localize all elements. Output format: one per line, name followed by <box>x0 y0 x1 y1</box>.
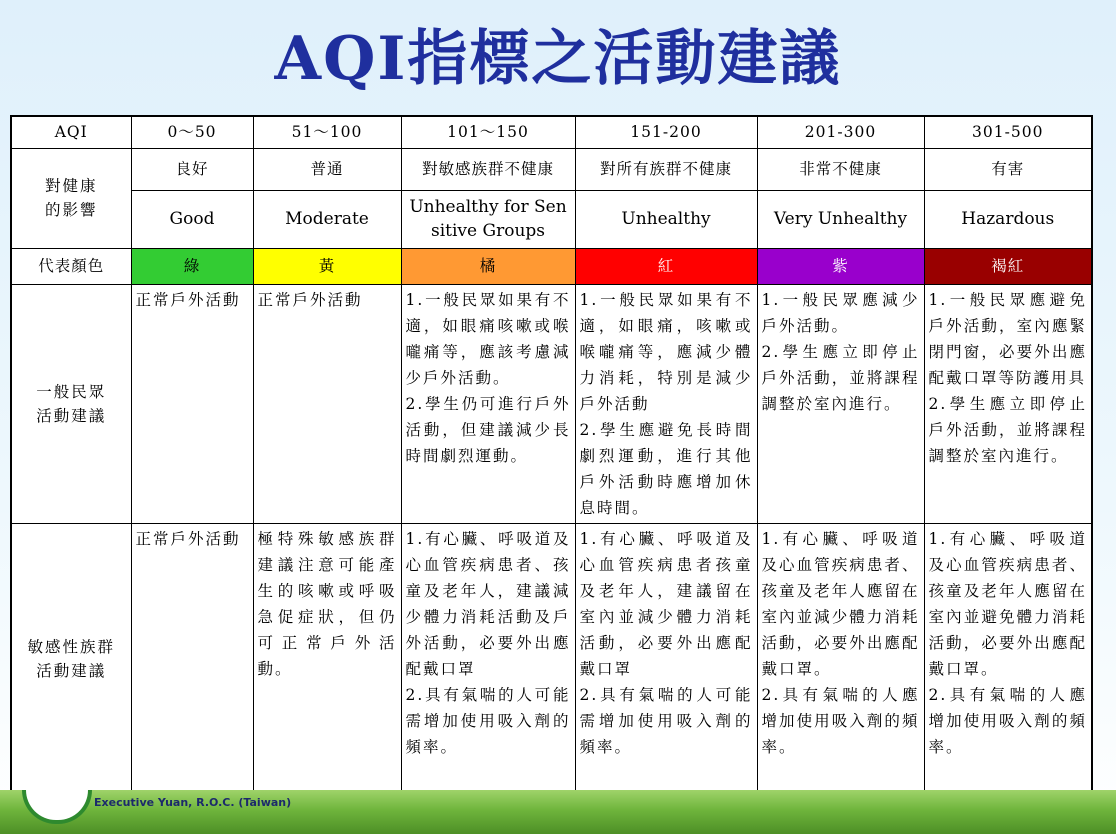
sensitive-advice: 1.有心臟、呼吸道及心血管疾病患者、孩童及老年人應留在室內並避免體力消耗活動，必要外出應配戴口罩。 2.具有氣喘的人應增加使用吸入劑的頻率。 <box>924 523 1092 796</box>
health-en: Good <box>131 190 253 248</box>
health-en-row <box>11 190 1092 248</box>
color-row <box>11 248 1092 284</box>
health-effect-label: 對健康 的影響 <box>11 148 131 248</box>
sensitive-advice: 1.有心臟、呼吸道及心血管疾病患者、孩童及老年人，建議減少體力消耗活動及戶外活動，必要外出應配戴口罩 2.具有氣喘的人可能需增加使用吸入劑的頻率。 <box>401 523 575 796</box>
health-en: Unhealthy for Sensitive Groups <box>401 190 575 248</box>
color-label: 代表顏色 <box>11 248 131 284</box>
color-swatch: 紫 <box>757 248 924 284</box>
health-en: Hazardous <box>924 190 1092 248</box>
color-swatch: 紅 <box>575 248 757 284</box>
aqi-range: 301-500 <box>924 116 1092 148</box>
health-zh: 普通 <box>253 148 401 190</box>
page-title: AQI指標之活動建議 <box>274 24 842 94</box>
aqi-label: AQI <box>11 116 131 148</box>
health-zh-row <box>11 148 1092 190</box>
health-en: Very Unhealthy <box>757 190 924 248</box>
aqi-range: 101～150 <box>401 116 575 148</box>
aqi-range: 51～100 <box>253 116 401 148</box>
health-zh: 非常不健康 <box>757 148 924 190</box>
general-advice: 正常戶外活動 <box>253 284 401 523</box>
sensitive-advice-row <box>11 523 1092 796</box>
general-advice: 正常戶外活動 <box>131 284 253 523</box>
general-advice: 1.一般民眾應避免戶外活動，室內應緊閉門窗，必要外出應配戴口罩等防護用具 2.學生應立即停止戶外活動，並將課程調整於室內進行。 <box>924 284 1092 523</box>
color-swatch: 綠 <box>131 248 253 284</box>
general-advice-label: 一般民眾 活動建議 <box>11 284 131 523</box>
aqi-range-row <box>11 116 1092 148</box>
sensitive-advice: 極特殊敏感族群建議注意可能產生的咳嗽或呼吸急促症狀，但仍可正常戶外活動。 <box>253 523 401 796</box>
color-swatch: 黃 <box>253 248 401 284</box>
sensitive-advice: 1.有心臟、呼吸道及心血管疾病患者孩童及老年人，建議留在室內並減少體力消耗活動，必要外出應配戴口罩 2.具有氣喘的人可能需增加使用吸入劑的頻率。 <box>575 523 757 796</box>
general-advice-row <box>11 284 1092 523</box>
footer-text: Executive Yuan, R.O.C. (Taiwan) <box>94 796 292 809</box>
health-en: Unhealthy <box>575 190 757 248</box>
general-advice: 1.一般民眾應減少戶外活動。 2.學生應立即停止戶外活動，並將課程調整於室內進行。 <box>757 284 924 523</box>
general-advice: 1.一般民眾如果有不適，如眼痛咳嗽或喉嚨痛等，應該考慮減少戶外活動。 2.學生仍可進行戶外活動，但建議減少長時間劇烈運動。 <box>401 284 575 523</box>
aqi-range: 0～50 <box>131 116 253 148</box>
health-en: Moderate <box>253 190 401 248</box>
health-zh: 對所有族群不健康 <box>575 148 757 190</box>
health-zh: 對敏感族群不健康 <box>401 148 575 190</box>
aqi-table <box>10 115 1093 797</box>
aqi-range: 151-200 <box>575 116 757 148</box>
color-swatch: 褐紅 <box>924 248 1092 284</box>
sensitive-advice-label: 敏感性族群 活動建議 <box>11 523 131 796</box>
sensitive-advice: 正常戶外活動 <box>131 523 253 796</box>
color-swatch: 橘 <box>401 248 575 284</box>
general-advice: 1.一般民眾如果有不適，如眼痛，咳嗽或喉嚨痛等，應減少體力消耗，特別是減少戶外活動 2.學生應避免長時間劇烈運動，進行其他戶外活動時應增加休息時間。 <box>575 284 757 523</box>
health-zh: 良好 <box>131 148 253 190</box>
health-zh: 有害 <box>924 148 1092 190</box>
aqi-range: 201-300 <box>757 116 924 148</box>
sensitive-advice: 1.有心臟、呼吸道及心血管疾病患者、孩童及老年人應留在室內並減少體力消耗活動，必要外出應配戴口罩。 2.具有氣喘的人應增加使用吸入劑的頻率。 <box>757 523 924 796</box>
